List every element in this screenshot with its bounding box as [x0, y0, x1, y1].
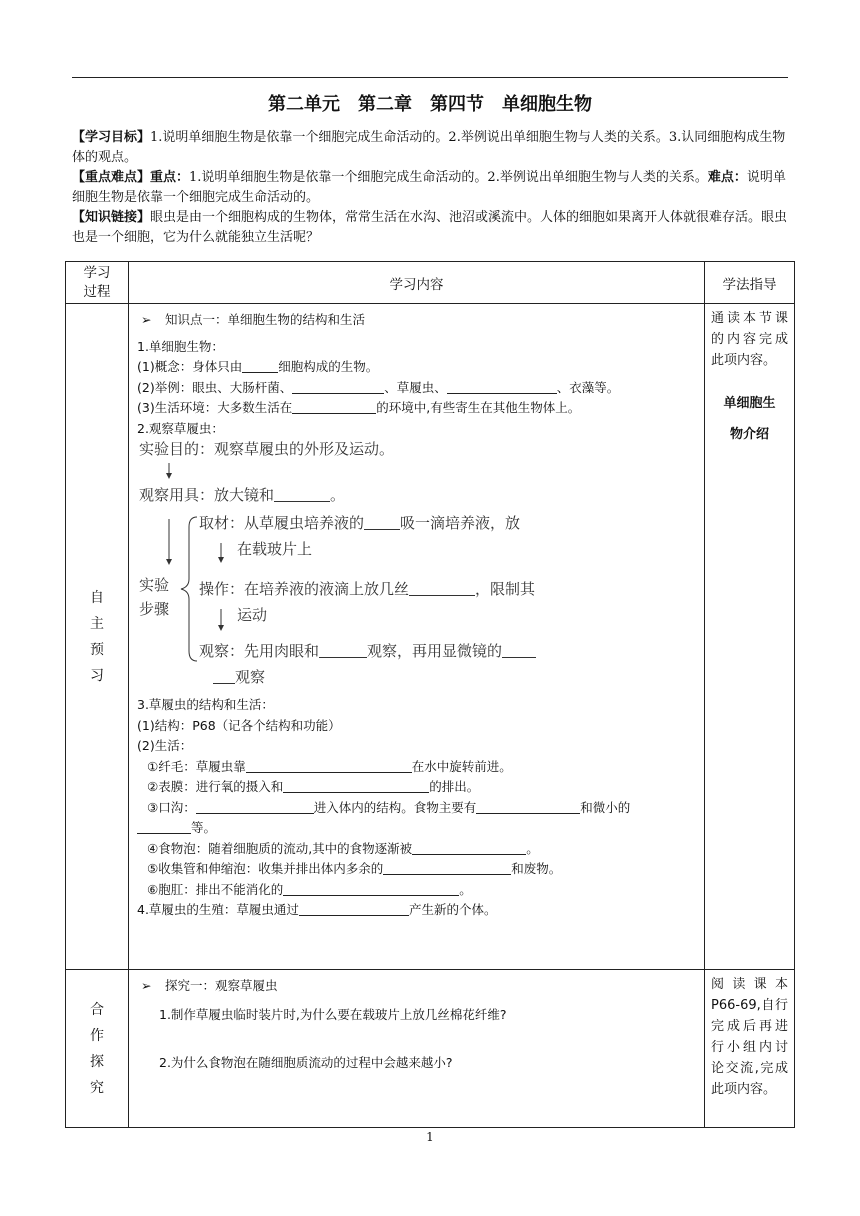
header-rule: [72, 77, 788, 78]
blank[interactable]: [364, 515, 400, 530]
step-operate: 操作：在培养液的液滴上放几丝 ，限制其: [199, 580, 536, 598]
table-row: [66, 970, 795, 1128]
header-content: 学习内容: [129, 262, 705, 304]
blank[interactable]: [412, 840, 526, 855]
header-process: 学习过程: [66, 262, 129, 304]
table-row: [66, 304, 795, 970]
blank[interactable]: [246, 758, 412, 773]
content-self-preview: ➢ 知识点一：单细胞生物的结构和生活 1.单细胞生物： (1)概念：身体只由 细胞构成的生物。 (2)举例：眼虫、大肠杆菌、 、草履虫、 、衣藻等。 (3)生活环境：大多数生活在 的环境中,有些寄生在其他生物体上。 2.观察草履虫： 实验目的：观察草履虫的外形及运动。 观察用具：放大镜和 。 实验 步骤 取材：从草履虫培养液的 吸一滴培养液，放 在载玻片上 操作：在培养液的液滴上放几丝 ，限制其 运动 观察：先用肉眼和 观察，再用显微镜的 观察 3.草履虫的结构和生活： (1)结构：P68（记各个结构和功能） (2)生活： ①纤毛：草履虫靠 在水中旋转前进。 ②表膜：进行氧的摄入和 的排出。 ③口沟： 进入体内的结构。食物主要有 和微小的 等。 ④食物泡：随着细胞质的流动,其中的食物逐渐被 。 ⑤收集管和伸缩泡：收集并排出体内多余的 和废物。 ⑥胞肛：排出不能消化的 。 4.草履虫的生殖：草履虫通过 产生新的个体。: [129, 304, 705, 970]
stage-self-preview: 自主预习: [66, 304, 129, 970]
step-observe-line2: 观察: [213, 667, 265, 688]
blank[interactable]: [213, 669, 235, 684]
blank[interactable]: [447, 379, 557, 394]
blank[interactable]: [242, 358, 278, 373]
blank[interactable]: [196, 799, 314, 814]
table-header-row: [66, 262, 795, 304]
stage-cooperative-inquiry: 合作探究: [66, 970, 129, 1128]
inquiry-title: ➢ 探究一：观察草履虫: [141, 978, 278, 993]
study-table: [65, 261, 795, 1128]
blank[interactable]: [476, 799, 580, 814]
knowledge-point-1: ➢ 知识点一：单细胞生物的结构和生活: [141, 312, 366, 327]
key-points: 【重点难点】重点：1.说明单细胞生物是依靠一个细胞完成生命活动的。2.举例说出单细胞生物与人类的关系。难点：说明单细胞生物是依靠一个细胞完成生命活动的。: [72, 170, 786, 205]
page-number: 1: [426, 1130, 434, 1144]
blank[interactable]: [409, 581, 475, 596]
guide-self-preview: 通读本节课的内容完成此项内容。 单细胞生 物介绍: [705, 304, 795, 970]
blank[interactable]: [383, 860, 511, 875]
blank[interactable]: [292, 379, 384, 394]
blank[interactable]: [283, 881, 459, 896]
intro-section: [72, 128, 788, 248]
step-take: 取材：从草履虫培养液的 吸一滴培养液，放: [199, 514, 521, 532]
learning-goals: 【学习目标】1.说明单细胞生物是依靠一个细胞完成生命活动的。2.举例说出单细胞生物与人类的关系。3.认同细胞构成生物体的观点。: [72, 130, 786, 165]
tools-line: 观察用具：放大镜和 。: [139, 486, 346, 504]
blank[interactable]: [319, 643, 367, 658]
question-2: 2.为什么食物泡在随细胞质流动的过程中会越来越小?: [159, 1055, 453, 1070]
knowledge-link: 【知识链接】眼虫是由一个细胞构成的生物体，常常生活在水沟、池沼或溪流中。人体的细胞如果离开人体就很难存活。眼虫也是一个细胞，它为什么就能独立生活呢？: [72, 210, 788, 245]
content-inquiry: [129, 970, 705, 1128]
blank[interactable]: [292, 399, 376, 414]
blank[interactable]: [274, 487, 330, 502]
blank[interactable]: [299, 901, 409, 916]
experiment-diagram: 实验目的：观察草履虫的外形及运动。 观察用具：放大镜和 。 实验 步骤 取材：从草履虫培养液的 吸一滴培养液，放 在载玻片上 操作：在培养液的液滴上放几丝 ，限制其 运动 观察：先用肉眼和 观察，再用显微镜的 观察: [137, 439, 696, 691]
header-guide: 学法指导: [705, 262, 795, 304]
blank[interactable]: [283, 778, 429, 793]
guide-inquiry: 阅读课本P66-69,自行完成后再进行小组内讨论交流,完成此项内容。: [705, 970, 795, 1128]
question-1: 1.制作草履虫临时装片时,为什么要在载玻片上放几丝棉花纤维?: [159, 1006, 507, 1022]
page-title: 第二单元 第二章 第四节 单细胞生物: [268, 94, 592, 115]
step-observe: 观察：先用肉眼和 观察，再用显微镜的: [199, 641, 536, 662]
blank[interactable]: [502, 643, 536, 658]
blank[interactable]: [137, 819, 191, 834]
